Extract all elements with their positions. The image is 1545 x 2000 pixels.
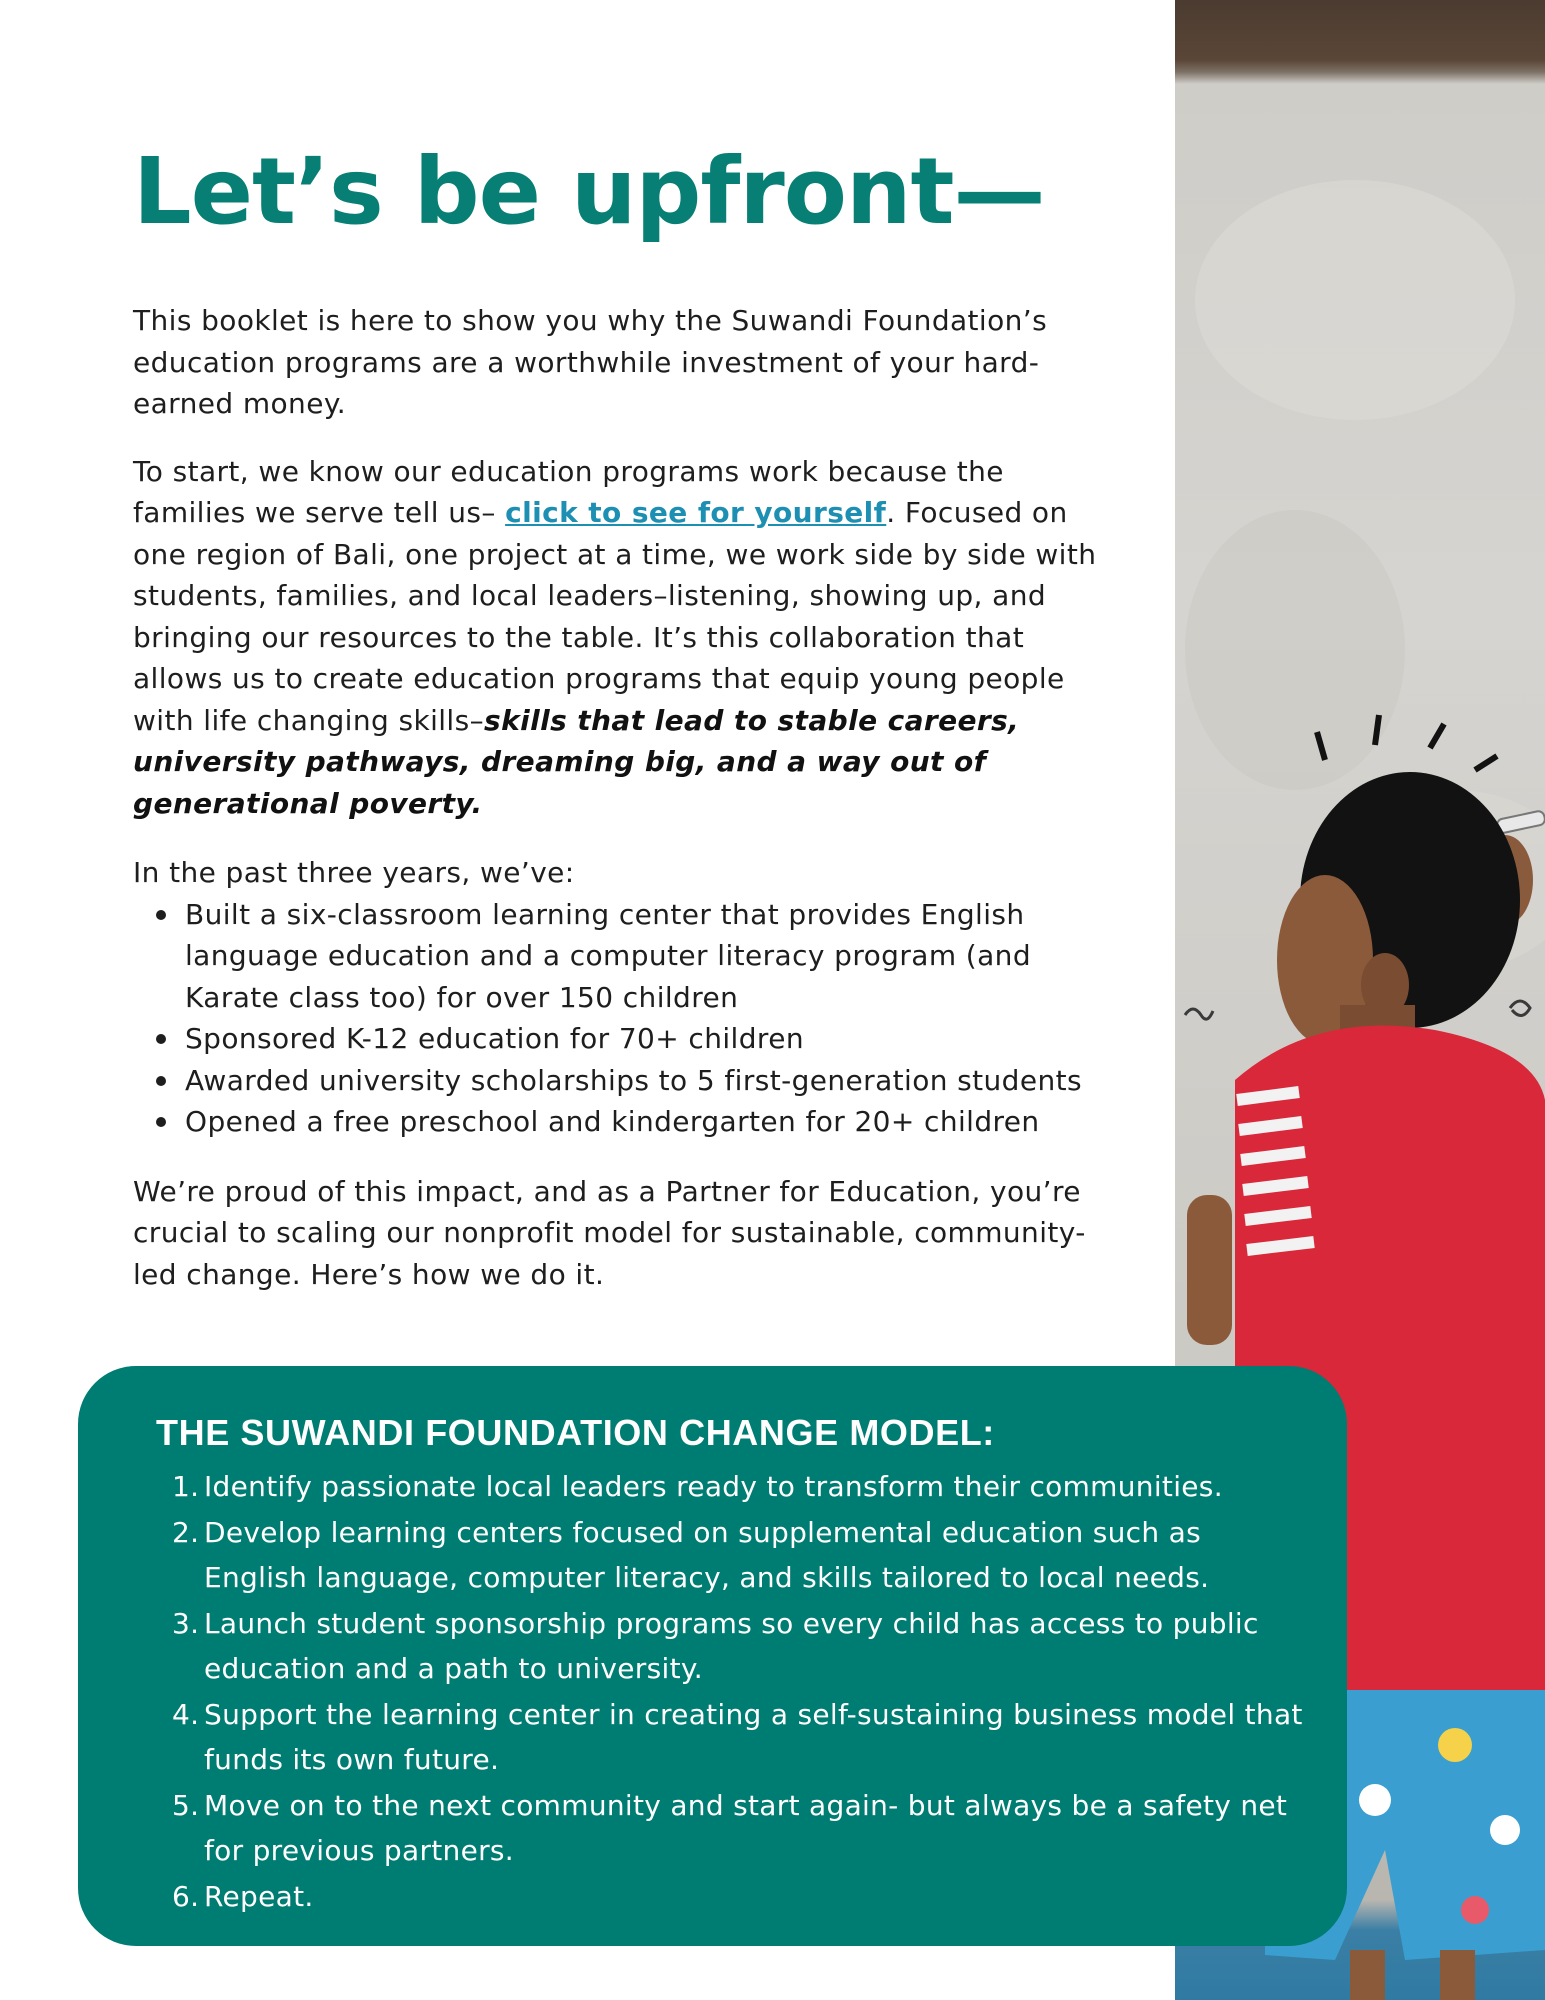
approach-emphasis: skills that lead to stable careers, university pathways, dreaming big, and a way out of generational poverty. bbox=[133, 703, 1020, 820]
change-model-step bbox=[156, 1692, 1307, 1783]
step-number: 6. bbox=[172, 1879, 200, 1913]
step-text: Launch student sponsorship programs so every child has access to public education and a path to university. bbox=[204, 1606, 1259, 1685]
body-text bbox=[133, 300, 1123, 1323]
achievement-item: Built a six-classroom learning center that provides English language education and a computer literacy program (and Karate class too) for over 150 children bbox=[185, 894, 1123, 1019]
approach-text-after-link: . Focused on one region of Bali, one project at a time, we work side by side with students, families, and local leaders–listening, showing up, and bringing our resources to the table. It’s this collaboration that allows us to create education programs that equip young people with life changing skills– bbox=[133, 496, 1097, 737]
step-text: Identify passionate local leaders ready to transform their communities. bbox=[204, 1470, 1223, 1503]
achievements-lead: In the past three years, we’ve: bbox=[133, 856, 575, 889]
page-title: Let’s be upfront— bbox=[133, 138, 1045, 245]
change-model-step bbox=[156, 1783, 1307, 1874]
step-text: Move on to the next community and start again- but always be a safety net for previous partners. bbox=[204, 1788, 1288, 1867]
step-number: 1. bbox=[172, 1470, 200, 1503]
change-model-step bbox=[156, 1601, 1307, 1692]
step-text: Support the learning center in creating a self-sustaining business model that funds its own future. bbox=[204, 1697, 1303, 1776]
achievement-item: Opened a free preschool and kindergarten for 20+ children bbox=[185, 1101, 1123, 1143]
step-number: 4. bbox=[172, 1697, 200, 1731]
intro-paragraph: This booklet is here to show you why the Suwandi Foundation’s education programs are a worthwhile investment of your hard-earned money. bbox=[133, 304, 1048, 420]
change-model-title: THE SUWANDI FOUNDATION CHANGE MODEL: bbox=[156, 1412, 995, 1453]
achievements-list bbox=[133, 894, 1123, 1143]
change-model-step bbox=[156, 1510, 1307, 1601]
change-model-step bbox=[156, 1874, 1307, 1920]
achievement-item: Awarded university scholarships to 5 first-generation students bbox=[185, 1060, 1123, 1102]
step-number: 5. bbox=[172, 1788, 200, 1822]
achievement-item: Sponsored K-12 education for 70+ children bbox=[185, 1018, 1123, 1060]
change-model-steps bbox=[156, 1464, 1307, 1919]
step-text: Develop learning centers focused on supplemental education such as English language, computer literacy, and skills tailored to local needs. bbox=[204, 1515, 1210, 1594]
change-model-step bbox=[156, 1464, 1307, 1510]
closing-paragraph: We’re proud of this impact, and as a Partner for Education, you’re crucial to scaling our nonprofit model for sustainable, community-led change. Here’s how we do it. bbox=[133, 1174, 1086, 1291]
change-model-box bbox=[78, 1366, 1347, 1946]
step-text: Repeat. bbox=[204, 1879, 314, 1913]
approach-text-before-link: To start, we know our education programs work because the families we serve tell us– bbox=[133, 454, 1004, 529]
see-for-yourself-link[interactable]: click to see for yourself bbox=[505, 496, 887, 529]
approach-paragraph bbox=[133, 451, 1123, 825]
step-number: 3. bbox=[172, 1606, 200, 1640]
step-number: 2. bbox=[172, 1515, 200, 1549]
